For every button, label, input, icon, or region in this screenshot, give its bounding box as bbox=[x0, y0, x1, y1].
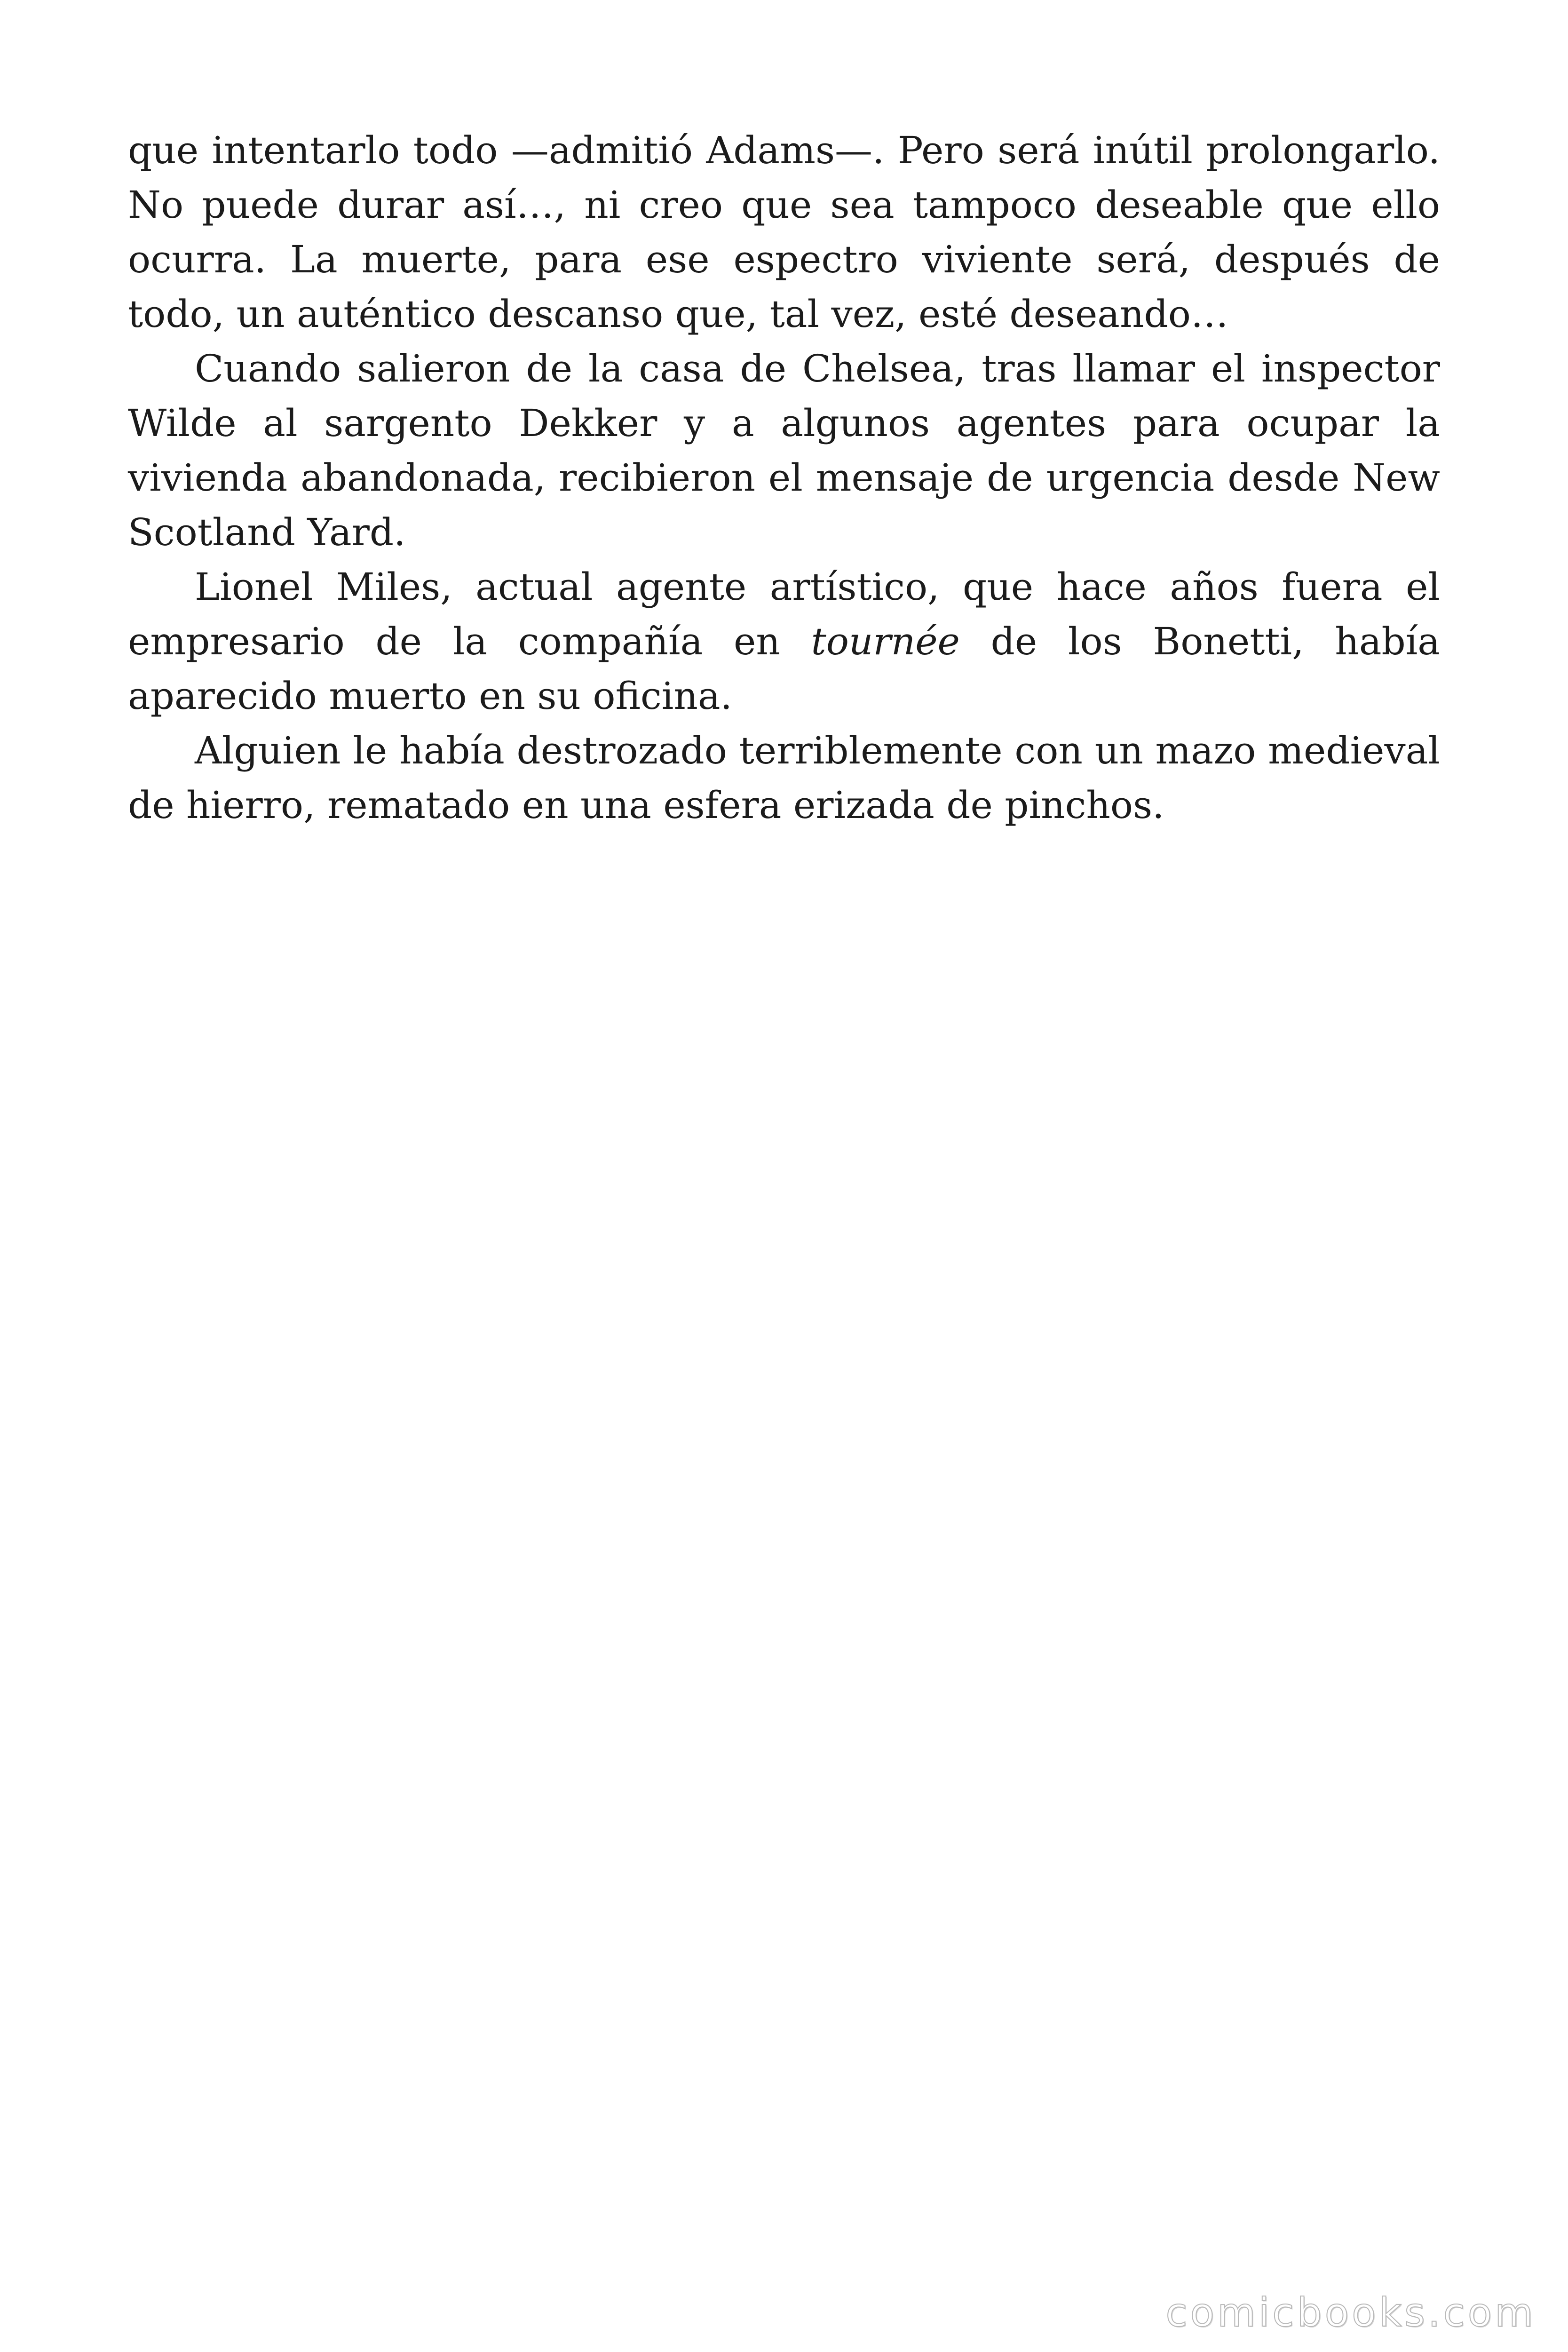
watermark-text: comicbooks.com bbox=[1165, 2289, 1536, 2336]
paragraph-1: que intentarlo todo —admitió Adams—. Pero será inútil prolongarlo. No puede durar así…, ni creo que sea tampoco deseable que ello ocurra. La muerte, para ese espectro viviente será, después de todo, un auténtico descanso que, tal vez, esté deseando… bbox=[128, 128, 1440, 336]
italic-word-tournee: tournée bbox=[811, 620, 960, 663]
paragraph-3-end: de los Bonetti, había aparecido muerto en su oficina. bbox=[128, 620, 1441, 718]
paragraph-3-start: Lionel Miles, actual agente artístico, que hace años fuera el empresario de la compañía en bbox=[128, 565, 1440, 663]
body-text bbox=[128, 123, 1440, 833]
paragraph-4: Alguien le había destrozado terriblemente con un mazo medieval de hierro, rematado en una esfera erizada de pinchos. bbox=[128, 729, 1440, 827]
paragraph-2: Cuando salieron de la casa de Chelsea, tras llamar el inspector Wilde al sargento Dekker y a algunos agentes para ocupar la vivienda abandonada, recibieron el mensaje de urgencia desde New Scotland Yard. bbox=[128, 347, 1440, 554]
paragraph-3 bbox=[128, 560, 1440, 723]
